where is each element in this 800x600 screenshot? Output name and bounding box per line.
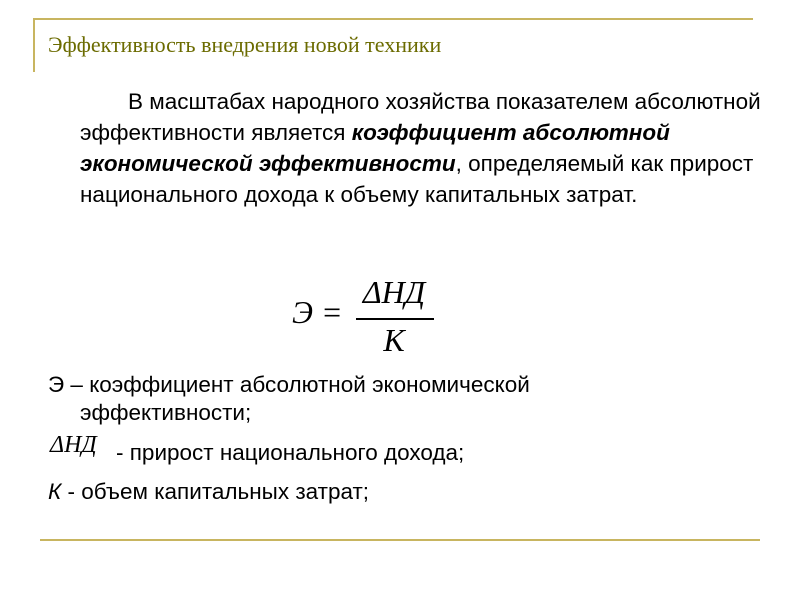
bottom-decorative-line	[40, 539, 760, 541]
definition-delta-nd-text: - прирост национального дохода;	[116, 440, 465, 465]
definition-e-symbol: Э	[48, 372, 65, 397]
fraction-bar	[356, 318, 434, 320]
top-decorative-line	[33, 18, 753, 20]
definition-k-symbol: К	[48, 479, 62, 504]
definition-e-continuation: эффективности;	[80, 400, 252, 425]
definition-delta-nd-symbol: ΔНД	[50, 432, 97, 458]
slide-title: Эффективность внедрения новой техники	[48, 32, 442, 57]
definition-k-text: - объем капитальных затрат;	[61, 479, 370, 504]
definition-e-text: – коэффициент абсолютной экономической	[64, 372, 530, 397]
intro-text-before: В масштабах народного хозяйства показателем абсолютной эффективности является	[80, 89, 761, 145]
left-decorative-line	[33, 18, 35, 72]
intro-text-after: , определяемый как прирост национального дохода к объему капитальных затрат.	[80, 151, 754, 207]
formula-numerator: ΔНД	[362, 274, 426, 310]
intro-paragraph	[80, 86, 780, 210]
formula-denominator: К	[383, 322, 405, 358]
formula-lhs: Э =	[292, 294, 343, 330]
intro-term: коэффициент абсолютной экономической эффективности	[80, 120, 670, 176]
definition-e	[48, 369, 530, 400]
definition-k	[48, 476, 369, 507]
